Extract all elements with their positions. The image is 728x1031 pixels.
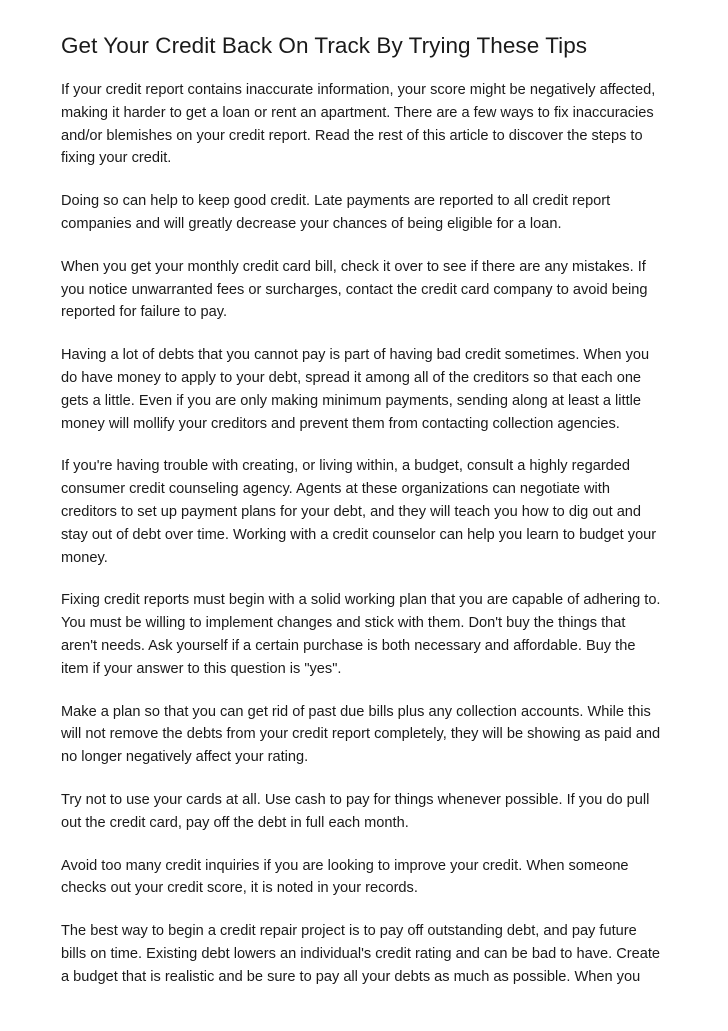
text-line: If your credit report contains inaccurate information, your score might be negatively affected,: [61, 82, 656, 98]
text-line: do have money to apply to your debt, spread it among all of the creditors so that each one: [61, 369, 642, 386]
text-line: bills on time. Existing debt lowers an individual's credit rating and can be bad to have. Create: [61, 945, 661, 962]
paragraph: [61, 256, 673, 324]
text-line: Doing so can help to keep good credit. Late payments are reported to all credit report: [61, 193, 611, 210]
text-line: gets a little. Even if you are only making minimum payments, sending along at least a little: [61, 392, 641, 409]
text-line: out the credit card, pay off the debt in full each month.: [61, 814, 409, 831]
text-line: When you get your monthly credit card bill, check it over to see if there are any mistakes. If: [61, 258, 646, 275]
text-line: a budget that is realistic and be sure to pay all your debts as much as possible. When you: [61, 968, 641, 985]
text-line: Avoid too many credit inquiries if you are looking to improve your credit. When someone: [61, 857, 629, 874]
article-title: Get Your Credit Back On Track By Trying These Tips: [61, 33, 588, 58]
text-line: fixing your credit.: [61, 150, 172, 167]
text-line: money.: [61, 549, 108, 566]
text-line: You must be willing to implement changes and stick with them. Don't buy the things that: [61, 615, 626, 632]
text-line: Try not to use your cards at all. Use cash to pay for things whenever possible. If you do pull: [61, 791, 650, 808]
text-line: creditors to set up payment plans for your debt, and they will teach you how to dig out and: [61, 503, 642, 520]
article-body: [61, 79, 673, 989]
text-line: If you're having trouble with creating, or living within, a budget, consult a highly regarded: [61, 458, 631, 475]
paragraph: [61, 920, 673, 988]
text-line: money will mollify your creditors and prevent them from contacting collection agencies.: [61, 415, 620, 432]
text-line: checks out your credit score, it is noted in your records.: [61, 880, 418, 897]
paragraph: [61, 789, 673, 835]
text-line: consumer credit counseling agency. Agents at these organizations can negotiate with: [61, 481, 610, 498]
paragraph: [61, 589, 673, 680]
paragraph: [61, 855, 673, 901]
text-line: aren't needs. Ask yourself if a certain purchase is both necessary and affordable. Buy the: [61, 637, 636, 654]
text-line: no longer negatively affect your rating.: [61, 749, 309, 766]
text-line: companies and will greatly decrease your chances of being eligible for a loan.: [61, 215, 562, 232]
text-line: Fixing credit reports must begin with a solid working plan that you are capable of adhering to.: [61, 592, 661, 609]
text-line: reported for failure to pay.: [61, 304, 228, 321]
text-line: stay out of debt over time. Working with a credit counselor can help you learn to budget your: [61, 526, 657, 543]
text-line: making it harder to get a loan or rent an apartment. There are a few ways to fix inaccuracies: [61, 104, 654, 121]
text-line: The best way to begin a credit repair project is to pay off outstanding debt, and pay future: [61, 923, 637, 940]
paragraph: [61, 344, 673, 435]
paragraph: [61, 701, 673, 769]
text-line: will not remove the debts from your credit report completely, they will be showing as paid and: [61, 726, 661, 743]
paragraph: [61, 190, 673, 236]
text-line: item if your answer to this question is "yes".: [61, 660, 342, 677]
text-line: and/or blemishes on your credit report. Read the rest of this article to discover the steps to: [61, 127, 643, 144]
text-line: Make a plan so that you can get rid of past due bills plus any collection accounts. While this: [61, 703, 651, 720]
document-page: [61, 32, 673, 1009]
text-line: you notice unwarranted fees or surcharges, contact the credit card company to avoid being: [61, 281, 648, 298]
text-line: Having a lot of debts that you cannot pay is part of having bad credit sometimes. When you: [61, 347, 650, 364]
paragraph: [61, 79, 673, 170]
paragraph: [61, 455, 673, 569]
